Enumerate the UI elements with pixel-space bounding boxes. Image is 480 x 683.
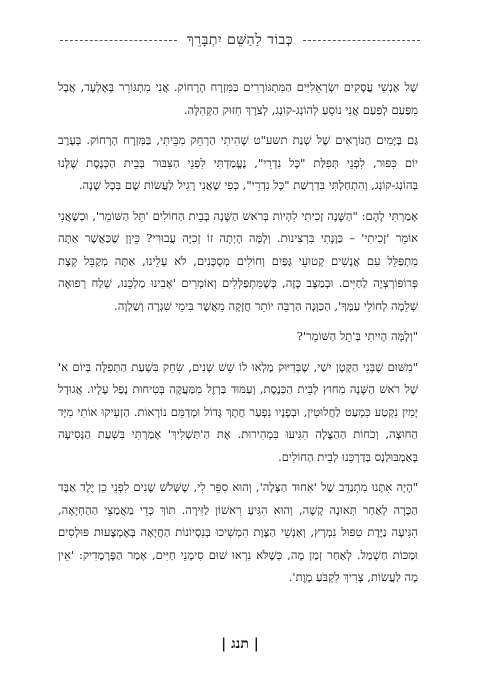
paragraph: "מִשּׁוּם שֶׁבְּנִי הַקָּטָן יִשַׁי, שֶׁבְּדִיּוּק מָלְאוּ לוֹ שֵׁשׁ שָׁנִים, שִׂחֵק בִּשְׁעַת הַתְּפִלָּה בְּיוֹם א' שֶׁל רֹאשׁ הַשָּׁנָה מִחוּץ לְבֵית הַכְּנֶסֶת, וְעַמּוּד בַּרְזֶל מִמַּעֲקֶה בְּטִיחוּת נָפַל עָלָיו. אֲגוּדָל יָמִין נִקְטַע כִּמְעַט לַחֲלוּטִין, וּבְפָנָיו נִפְעַר חֲתָךְ גָּדוֹל וּמְדַמֵּם נוֹרָאוֹת. הַזְעִיקוּ אוֹתִי מִיָּד הַחוּצָה, וְכֹחוֹת הַהַצָּלָה הִגִּיעוּ בִּמְהִירוּת. אֶת הַ'תַּשְׁלִיךְ' אָמַרְתִּי בִּשְׁעַת הַנְּסִיעָה בָּאַמְבּוּלַנְס בְּדַרְכֵּנוּ לְבֵית הַחוֹלִים. xyxy=(58,359,418,464)
body-text xyxy=(58,76,418,597)
header-rule-left xyxy=(60,40,177,41)
paragraph: "וְלָמָּה הָיִיתִי בְּ'תֵל הַשּׁוֹמֵר'? xyxy=(296,329,418,343)
page-number: | תנג | xyxy=(221,636,259,652)
paragraph: אָמַרְתִּי לָהֶם: "הַשָּׁנָה זָכִיתִי לִהְיוֹת בְּרֹאשׁ הַשָּׁנָה בְּבֵית הַחוֹלִים 'תֵּל הַשּׁוֹמֵר', וּכְשֶׁאֲנִי אוֹמֵר 'זָכִיתִי' – כַּוָּנָתִי בִּרְצִינוּת. וְלָמָּה הָיְתָה זוֹ זְכִיָּה עֲבוּרִי? כֵּיוָן שֶׁכַּאֲשֶׁר אַתָּה מִתְפַּלֵּל עִם אֲנָשִׁים קְטוּעֵי גַּפַּיִם וְחוֹלִים מְסֻכָּנִים, לֹא עָלֵינוּ, אַתָּה מְקַבֵּל קְצָת פְּרוֹפּוֹרְצְיָה לַחַיִּים. וּבְמַצָּב כָּזֶה, כְּשֶׁמִּתְפַּלְּלִים וְאוֹמְרִים 'אָבִינוּ מַלְכֵּנוּ, שְׁלַח רְפוּאָה שְׁלֵמָה לְחוֹלֵי עַמֶּךָ', הַכַּוָּנָה הַרְבֵּה יוֹתֵר חֲזָקָה מֵאֲשֶׁר בִּימֵי שִׁגְרָה וְשַׁלְוָה. xyxy=(58,208,418,313)
paragraph: שֶׁל אַנְשֵׁי עֲסָקִים יִשְׂרְאֵלִיִּים הַמִּתְגּוֹרְרִים בַּמִּזְרָח הָרָחוֹק. אֲנִי מִתְגּוֹרֵר בְּאֶלְעָד, אֲבָל מִפַּעַם לְפַעַם אֲנִי נוֹסֵעַ לְהוֹנְג-קוֹנְג, לְצֹרֶךְ חִזּוּק הַקְּהִלָּה. xyxy=(58,80,418,117)
header-rule-right xyxy=(303,40,420,41)
header-title: כְּבוֹד לַהַשֵּׁם יִתְבָּרֵךְ xyxy=(186,31,294,48)
running-header xyxy=(60,30,420,50)
paragraph: גַּם בַּיָּמִים הַנּוֹרָאִים שֶׁל שְׁנַת תשע"ט שָׁהִיתִי הַרְחֵק מִבֵּיתִי, בַּמִּזְרָח הָרָחוֹק. בְּעֶרֶב יוֹם כִּפּוּר, לִפְנֵי תְּפִלַּת "כָּל נִדְרֵי", נֶעֱמַדְתִּי לִפְנֵי הַצִּבּוּר בְּבֵית הַכְּנֶסֶת שֶׁלָּנוּ בְּהוֹנְג-קוֹנְג, וְהִתְחַלְתִּי בִּדְרָשַׁת "כָּל נִדְרֵי", כְּפִי שֶׁאֲנִי רָגִיל לַעֲשׂוֹת שָׁם בְּכָל שָׁנָה. xyxy=(58,133,418,192)
paragraph: "הָיָה אִתָּנוּ מִתְנַדֵּב שֶׁל 'אִחוּד הַצָּלָה', וְהוּא סִפֵּר לִי, שֶׁשָּׁלֹשׁ שָׁנִים לִפְנֵי כֵן יֶלֶד אַבָּד הַכָּרָה לְאַחַר תְּאוּנָה קָשָׁה, וְהוּא הִגִּיעַ רִאשׁוֹן לַזִּירָה. תּוֹךְ כְּדֵי מַאֲמַצֵּי הַהַחְיָאָה, הִגִּיעָה נַיֶּדֶת טִפּוּל נִמְרָץ, וְאַנְשֵׁי הַצֶּוֶת הִמְשִׁיכוּ בְּנִסְיוֹנוֹת הַחֲיָאָה בְּאֶמְצָעוּת פּוּלְסִים וּמַכּוֹת חַשְׁמַל. לְאַחַר זְמַן מָה, כְּשֶׁלֹּא נִרְאוּ שׁוּם סִימָנֵי חַיִּים, אָמַר הַפָּרָמֶדִיק: 'אֵין מָה לַעֲשׂוֹת, צָרִיךְ לִקְבֹּעַ מָוֶת'. xyxy=(58,480,418,584)
